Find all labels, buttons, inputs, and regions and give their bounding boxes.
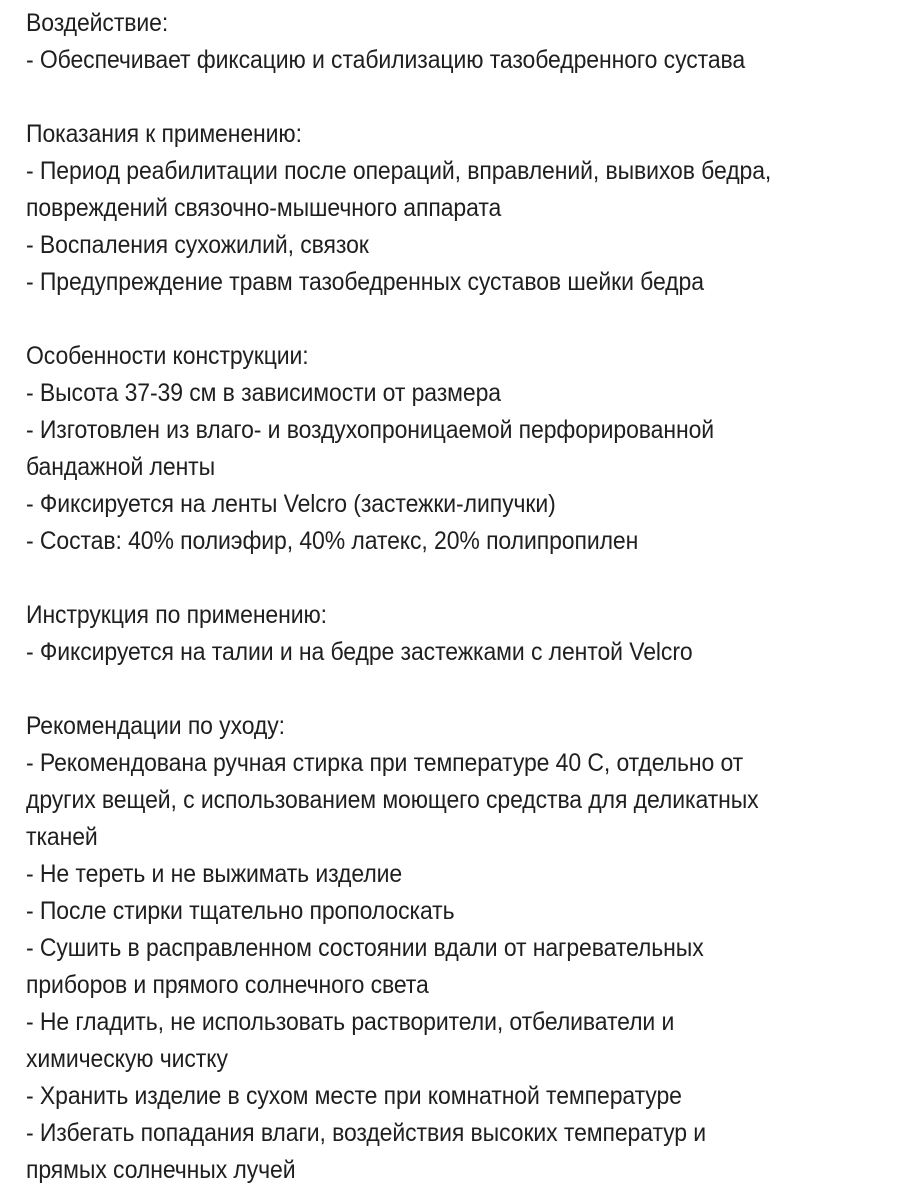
section-line: бандажной ленты (26, 453, 216, 481)
section-line: химическую чистку (26, 1045, 228, 1073)
section-line: - Состав: 40% полиэфир, 40% латекс, 20% полипропилен (26, 527, 639, 555)
section-line: повреждений связочно-мышечного аппарата (26, 194, 502, 222)
section-indications (26, 116, 817, 301)
section-heading: Воздействие: (26, 9, 169, 37)
section-line: - Воспаления сухожилий, связок (26, 231, 369, 259)
section-line: - Фиксируется на талии и на бедре застежками с лентой Velcro (26, 638, 693, 666)
section-heading: Показания к применению: (26, 120, 302, 148)
product-description (26, 5, 817, 1189)
section-line: - Сушить в расправленном состоянии вдали от нагревательных (26, 934, 704, 962)
section-line: приборов и прямого солнечного света (26, 971, 429, 999)
section-line: прямых солнечных лучей (26, 1156, 296, 1184)
section-line: - Не тереть и не выжимать изделие (26, 860, 403, 888)
section-line: - Предупреждение травм тазобедренных суставов шейки бедра (26, 268, 704, 296)
section-heading: Инструкция по применению: (26, 601, 327, 629)
section-line: - Не гладить, не использовать растворители, отбеливатели и (26, 1008, 675, 1036)
section-line: - Высота 37-39 см в зависимости от размера (26, 379, 501, 407)
section-line: других вещей, с использованием моющего средства для деликатных (26, 786, 759, 814)
section-heading: Особенности конструкции: (26, 342, 309, 370)
section-line: - Изготовлен из влаго- и воздухопроницаемой перфорированной (26, 416, 715, 444)
section-usage-instructions (26, 597, 817, 671)
section-design-features (26, 338, 817, 560)
section-line: - Фиксируется на ленты Velcro (застежки-липучки) (26, 490, 556, 518)
section-line: - После стирки тщательно прополоскать (26, 897, 455, 925)
section-line: тканей (26, 823, 98, 851)
section-line: - Рекомендована ручная стирка при температуре 40 С, отдельно от (26, 749, 744, 777)
section-care-recommendations (26, 708, 817, 1189)
section-effect (26, 5, 817, 79)
section-line: - Избегать попадания влаги, воздействия высоких температур и (26, 1119, 707, 1147)
section-line: - Период реабилитации после операций, вправлений, вывихов бедра, (26, 157, 772, 185)
section-heading: Рекомендации по уходу: (26, 712, 285, 740)
section-line: - Хранить изделие в сухом месте при комнатной температуре (26, 1082, 682, 1110)
section-line: - Обеспечивает фиксацию и стабилизацию тазобедренного сустава (26, 46, 746, 74)
